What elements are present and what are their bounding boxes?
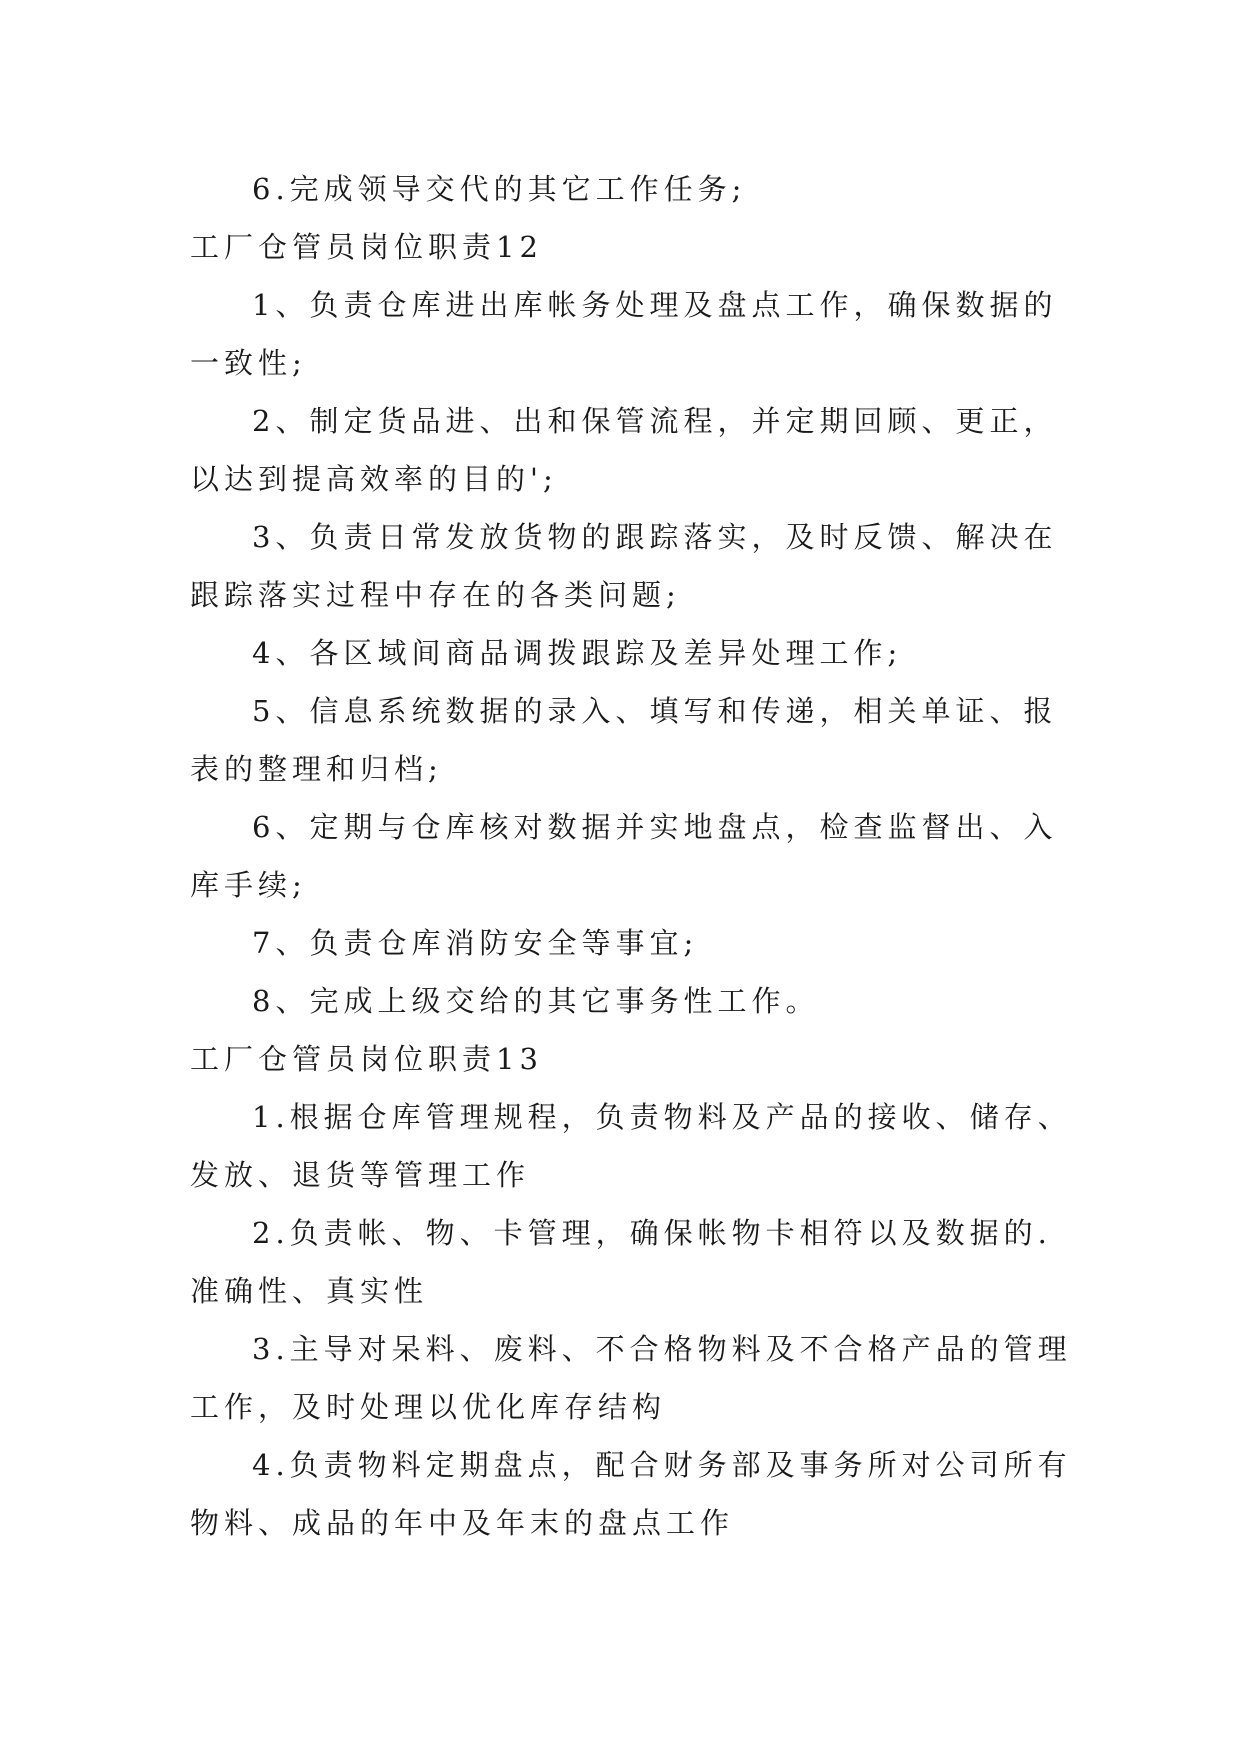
paragraph-line: 工作，及时处理以优化库存结构 [190, 1390, 667, 1424]
paragraph-line: 发放、退货等管理工作 [190, 1158, 531, 1192]
document-body [190, 160, 1070, 1552]
paragraph-line: 物料、成品的年中及年末的盘点工作 [190, 1506, 735, 1540]
paragraph-line: 5、信息系统数据的录入、填写和传递，相关单证、报 [252, 694, 1058, 728]
paragraph-line: 4、各区域间商品调拨跟踪及差异处理工作; [252, 636, 903, 670]
paragraph-line: 1.根据仓库管理规程，负责物料及产品的接收、储存、 [252, 1100, 1072, 1134]
paragraph-line: 表的整理和归档; [190, 752, 443, 786]
paragraph-line: 8、完成上级交给的其它事务性工作。 [252, 984, 820, 1018]
section-heading: 工厂仓管员岗位职责12 [190, 230, 543, 264]
paragraph-line: 库手续; [190, 868, 307, 902]
paragraph-line: 3.主导对呆料、废料、不合格物料及不合格产品的管理 [252, 1332, 1072, 1366]
paragraph-line: 4.负责物料定期盘点，配合财务部及事务所对公司所有 [252, 1448, 1072, 1482]
paragraph-line: 准确性、真实性 [190, 1274, 429, 1308]
paragraph-line: 2、制定货品进、出和保管流程，并定期回顾、更正， [252, 404, 1058, 438]
paragraph-line: 2.负责帐、物、卡管理，确保帐物卡相符以及数据的. [252, 1216, 1052, 1250]
paragraph-line: 1、负责仓库进出库帐务处理及盘点工作，确保数据的 [252, 288, 1058, 322]
paragraph-line: 6、定期与仓库核对数据并实地盘点，检查监督出、入 [252, 810, 1058, 844]
paragraph-line: 一致性; [190, 346, 307, 380]
paragraph-line: 以达到提高效率的目的'; [190, 462, 558, 496]
section-heading: 工厂仓管员岗位职责13 [190, 1042, 543, 1076]
paragraph-line: 跟踪落实过程中存在的各类问题; [190, 578, 681, 612]
paragraph-line: 3、负责日常发放货物的跟踪落实，及时反馈、解决在 [252, 520, 1058, 554]
paragraph-line: 6.完成领导交代的其它工作任务; [252, 172, 747, 206]
paragraph-line: 7、负责仓库消防安全等事宜; [252, 926, 699, 960]
